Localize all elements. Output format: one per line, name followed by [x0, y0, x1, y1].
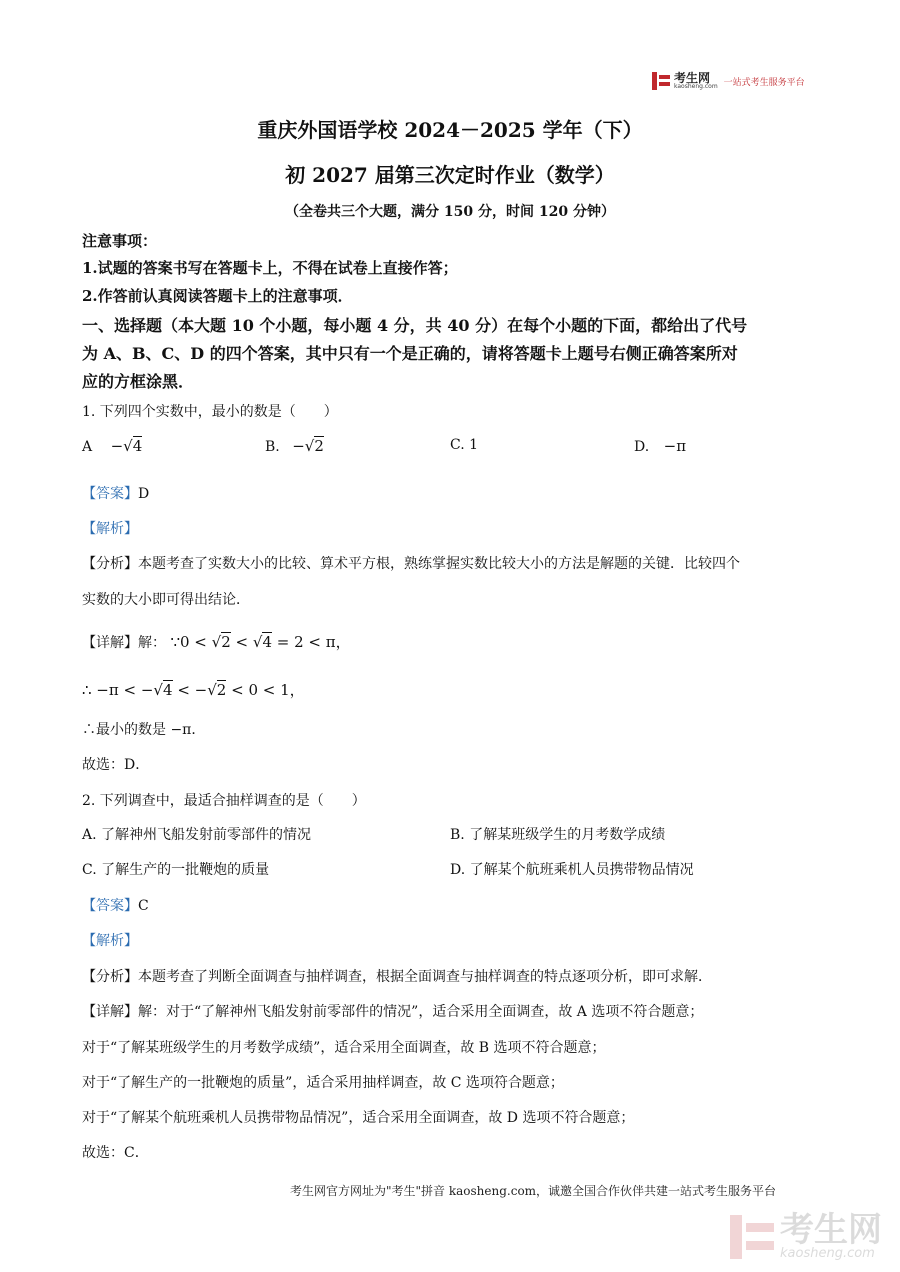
q2-option-d: D. 了解某个航班乘机人员携带物品情况 — [450, 862, 694, 878]
watermark-logo — [730, 1210, 882, 1261]
q2-option-a: A. 了解神州飞船发射前零部件的情况 — [82, 827, 312, 843]
answer-value: D — [138, 486, 150, 502]
q2-option-b: B. 了解某班级学生的月考数学成绩 — [450, 827, 666, 843]
q1-step-3: ∴最小的数是 −π． — [82, 722, 206, 738]
option-d-value: −π — [663, 437, 687, 455]
q1-step-2: ∴ −π < −√4 < −√2 < 0 < 1， — [82, 681, 305, 699]
option-b-value: −√2 — [292, 437, 324, 455]
notice-item-1: 1.试题的答案书写在答题卡上，不得在试卷上直接作答； — [82, 259, 458, 277]
q2-line-c: 对于“了解生产的一批鞭炮的质量”，适合采用抽样调查，故 C 选项符合题意； — [82, 1075, 564, 1091]
sqrt-sign: √ — [123, 437, 133, 455]
brand-logo — [652, 72, 805, 90]
logo-slogan: 一站式考生服务平台 — [723, 77, 805, 88]
q1-detail: 【详解】解： ∵0 < √2 < √4 = 2 < π， — [82, 633, 351, 651]
q1-option-d — [634, 437, 686, 455]
q2-analysis-tag: 【解析】 — [82, 933, 138, 949]
answer-tag: 【答案】 — [82, 486, 138, 502]
q2-line-d: 对于“了解某个航班乘机人员携带物品情况”，适合采用全面调查，故 D 选项不符合题意； — [82, 1110, 635, 1126]
q1-fenxi-1: 【分析】本题考查了实数大小的比较、算术平方根，熟练掌握实数比较大小的方法是解题的关键．比较四个 — [82, 556, 740, 572]
watermark-domain: kaosheng.com — [780, 1246, 875, 1261]
q2-choose: 故选：C． — [82, 1145, 149, 1161]
notice-item-2: 2.作答前认真阅读答题卡上的注意事项． — [82, 287, 353, 305]
watermark-name: 考生网 — [780, 1210, 882, 1250]
section1-line-1: 一、选择题（本大题 10 个小题，每小题 4 分，共 40 分）在每个小题的下面，都给出了代号 — [82, 316, 748, 335]
q1-fenxi-2: 实数的大小即可得出结论． — [82, 592, 250, 608]
section1-line-3: 应的方框涂黑． — [82, 372, 195, 391]
q2-option-c: C. 了解生产的一批鞭炮的质量 — [82, 862, 270, 878]
q2-detail: 【详解】解：对于“了解神州飞船发射前零部件的情况”，适合采用全面调查，故 A 选项不符合题意； — [82, 1004, 704, 1020]
detail-tag: 【详解】 — [82, 635, 138, 651]
answer-value: C — [138, 898, 149, 914]
detail-tag: 【详解】 — [82, 1004, 138, 1020]
section1-line-2: 为 A、B、C、D 的四个答案，其中只有一个是正确的，请将答题卡上题号右侧正确答案所对 — [82, 344, 738, 363]
q1-option-c — [450, 437, 478, 453]
footer-text: 考生网官方网址为"考生"拼音 kaosheng.com，诚邀全国合作伙伴共建一站式考生服务平台 — [290, 1184, 777, 1198]
fenxi-tag: 【分析】 — [82, 969, 138, 985]
option-a-value: −√4 — [110, 437, 143, 455]
watermark-mark-icon — [730, 1215, 774, 1259]
title-line-2: 初 2027 届第三次定时作业（数学） — [285, 163, 615, 187]
answer-tag: 【答案】 — [82, 898, 138, 914]
fenxi-tag: 【分析】 — [82, 556, 138, 572]
option-letter: C. — [450, 437, 465, 453]
q1-option-b — [265, 437, 324, 455]
q2-answer — [82, 895, 149, 915]
exam-note: （全卷共三个大题，满分 150 分，时间 120 分钟） — [285, 204, 615, 220]
q2-fenxi: 【分析】本题考查了判断全面调查与抽样调查，根据全面调查与抽样调查的特点逐项分析，即可求解． — [82, 969, 712, 985]
logo-name: 考生网 — [674, 71, 711, 85]
q1-stem: 1. 下列四个实数中，最小的数是（ ） — [82, 404, 338, 420]
option-c-value: 1 — [469, 437, 479, 453]
option-letter: B. — [265, 439, 280, 455]
q2-line-b: 对于“了解某班级学生的月考数学成绩”，适合采用全面调查，故 B 选项不符合题意； — [82, 1040, 606, 1056]
logo-domain: kaosheng.com — [674, 83, 718, 90]
option-letter: D. — [634, 439, 650, 455]
q2-stem: 2. 下列调查中，最适合抽样调查的是（ ） — [82, 793, 366, 809]
q1-answer — [82, 483, 149, 503]
sqrt-sign: √ — [304, 437, 315, 455]
notice-heading: 注意事项： — [82, 232, 158, 250]
q1-analysis-tag: 【解析】 — [82, 521, 138, 537]
logo-mark-icon — [652, 72, 670, 90]
option-letter: A — [82, 439, 93, 455]
q1-option-a — [82, 437, 142, 455]
q1-choose: 故选：D． — [82, 757, 150, 773]
title-line-1: 重庆外国语学校 2024－2025 学年（下） — [257, 118, 643, 142]
